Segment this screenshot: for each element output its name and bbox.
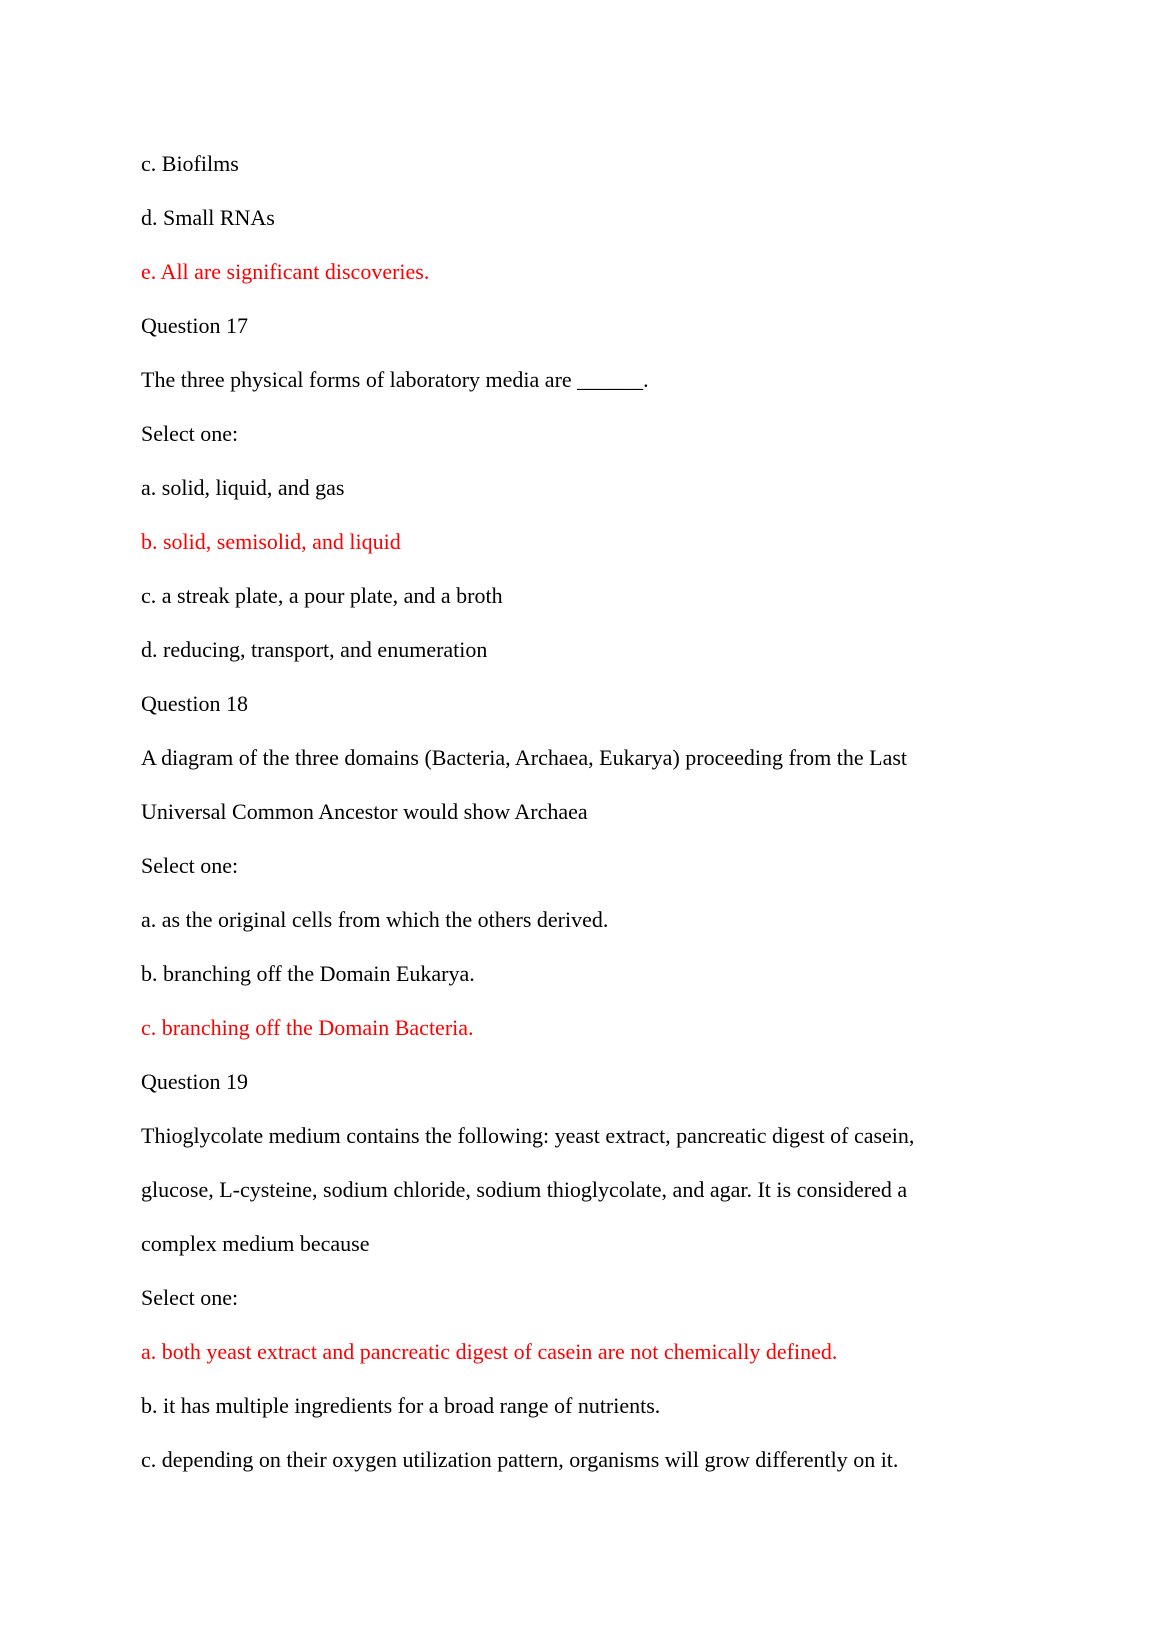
q18-title: Question 18 bbox=[141, 691, 248, 716]
q17-option-b-correct: b. solid, semisolid, and liquid bbox=[141, 529, 401, 554]
q18-instruction: Select one: bbox=[141, 853, 239, 878]
q19-instruction: Select one: bbox=[141, 1285, 239, 1310]
q19-option-a-correct: a. both yeast extract and pancreatic digest of casein are not chemically defined. bbox=[141, 1339, 838, 1364]
q18-prompt-line1: A diagram of the three domains (Bacteria, Archaea, Eukarya) proceeding from the Last bbox=[141, 745, 908, 770]
q16-option-c: c. Biofilms bbox=[141, 151, 239, 176]
q19-title: Question 19 bbox=[141, 1069, 248, 1094]
q17-prompt: The three physical forms of laboratory media are ______. bbox=[141, 367, 649, 392]
q17-option-c: c. a streak plate, a pour plate, and a broth bbox=[141, 583, 503, 608]
q18-prompt-line2: Universal Common Ancestor would show Archaea bbox=[141, 799, 588, 824]
q18-option-b: b. branching off the Domain Eukarya. bbox=[141, 961, 475, 986]
q17-option-d: d. reducing, transport, and enumeration bbox=[141, 637, 488, 662]
q19-prompt-line1: Thioglycolate medium contains the following: yeast extract, pancreatic digest of casein, bbox=[141, 1123, 915, 1148]
q19-prompt-line3: complex medium because bbox=[141, 1231, 370, 1256]
q19-option-c: c. depending on their oxygen utilization pattern, organisms will grow differently on it. bbox=[141, 1447, 899, 1472]
q16-option-e-correct: e. All are significant discoveries. bbox=[141, 259, 430, 284]
q17-option-a: a. solid, liquid, and gas bbox=[141, 475, 345, 500]
q19-prompt-line2: glucose, L-cysteine, sodium chloride, sodium thioglycolate, and agar. It is considered a bbox=[141, 1177, 908, 1202]
q18-option-a: a. as the original cells from which the others derived. bbox=[141, 907, 609, 932]
q17-title: Question 17 bbox=[141, 313, 248, 338]
q17-instruction: Select one: bbox=[141, 421, 239, 446]
q18-option-c-correct: c. branching off the Domain Bacteria. bbox=[141, 1015, 474, 1040]
q16-option-d: d. Small RNAs bbox=[141, 205, 275, 230]
q19-option-b: b. it has multiple ingredients for a broad range of nutrients. bbox=[141, 1393, 661, 1418]
document-page bbox=[141, 137, 1041, 1487]
